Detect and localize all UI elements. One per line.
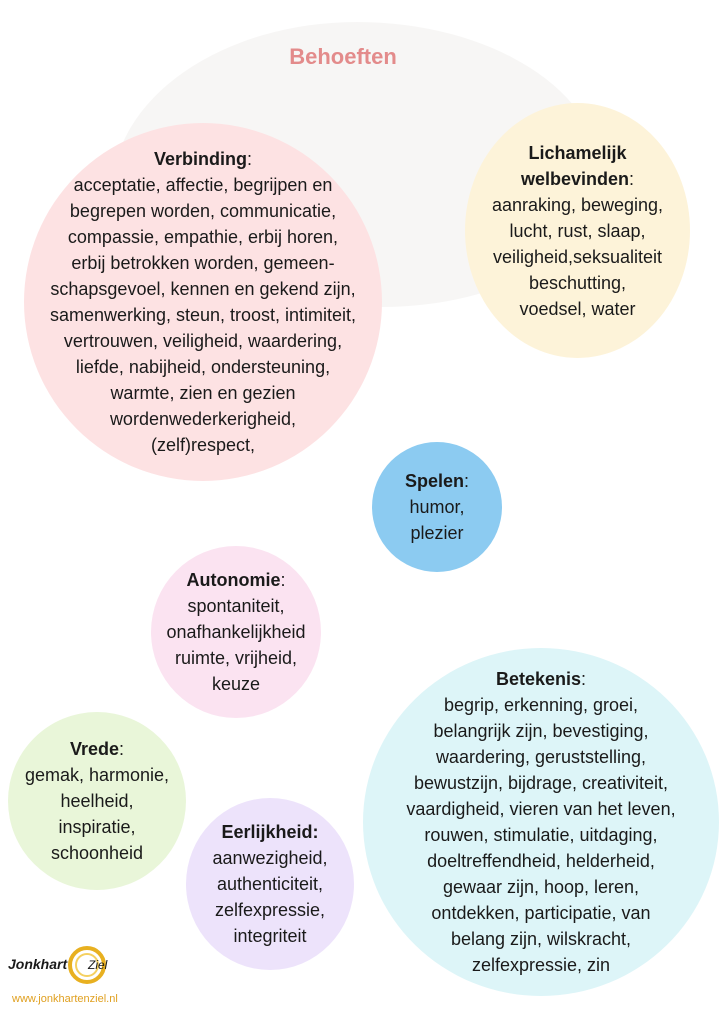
bubble-line: heelheid, bbox=[60, 791, 134, 811]
bubble-heading: Verbinding: bbox=[153, 149, 253, 169]
bubble-line: acceptatie, affectie, begrijpen en bbox=[73, 175, 333, 195]
bubble-lichamelijk-welbevinden bbox=[465, 103, 690, 358]
bubble-heading: welbevinden: bbox=[520, 168, 635, 189]
bubble-line: belangrijk zijn, bevestiging, bbox=[433, 721, 649, 741]
bubble-line: doeltreffendheid, helderheid, bbox=[427, 851, 655, 871]
bubble-eerlijkheid bbox=[186, 798, 354, 970]
bubble-line: voedsel, water bbox=[519, 298, 636, 319]
bubble-vrede bbox=[8, 712, 186, 890]
bubble-line: vertrouwen, veiligheid, waardering, bbox=[63, 331, 343, 351]
bubble-line: (zelf)respect, bbox=[150, 435, 256, 455]
bubble-line: aanraking, beweging, bbox=[491, 194, 664, 215]
bubble-line: authenticiteit, bbox=[216, 874, 324, 894]
bubble-verbinding bbox=[24, 123, 382, 481]
bubble-line: gewaar zijn, hoop, leren, bbox=[442, 877, 640, 897]
page-title: Behoeften bbox=[289, 44, 397, 69]
bubble-line: belang zijn, wilskracht, bbox=[450, 929, 632, 949]
bubble-line: lucht, rust, slaap, bbox=[509, 220, 646, 241]
logo-brand: Jonkhart bbox=[8, 956, 68, 972]
website-link[interactable]: www.jonkhartenziel.nl bbox=[12, 993, 118, 1005]
bubble-line: vaardigheid, vieren van het leven, bbox=[406, 799, 676, 819]
bubble-line: warmte, zien en gezien bbox=[110, 383, 296, 403]
bubble-line: waardering, geruststelling, bbox=[435, 747, 647, 767]
bubble-line: begrepen worden, communicatie, bbox=[69, 201, 337, 221]
bubble-line: plezier bbox=[410, 523, 464, 543]
bubble-heading: Lichamelijk bbox=[528, 142, 627, 163]
bubble-heading: Eerlijkheid: bbox=[221, 822, 319, 842]
bubble-line: wordenwederkerigheid, bbox=[109, 409, 297, 429]
bubble-line: beschutting, bbox=[528, 272, 627, 293]
bubble-line: integriteit bbox=[233, 926, 307, 946]
bubble-betekenis bbox=[363, 648, 719, 996]
bubble-line: onafhankelijkheid bbox=[166, 622, 306, 642]
logo bbox=[8, 944, 138, 988]
bubble-line: begrip, erkenning, groei, bbox=[443, 695, 639, 715]
bubble-line: compassie, empathie, erbij horen, bbox=[67, 227, 339, 247]
bubble-line: samenwerking, steun, troost, intimiteit, bbox=[49, 305, 357, 325]
logo-suffix: Ziel bbox=[88, 958, 108, 972]
bubble-line: zelfexpressie, zin bbox=[471, 955, 611, 975]
bubble-heading: Vrede: bbox=[69, 739, 125, 759]
bubble-line: zelfexpressie, bbox=[214, 900, 326, 920]
bubble-line: rouwen, stimulatie, uitdaging, bbox=[424, 825, 658, 845]
bubble-line: schapsgevoel, kennen en gekend zijn, bbox=[50, 279, 356, 299]
bubble-line: gemak, harmonie, bbox=[24, 765, 170, 785]
bubble-line: aanwezigheid, bbox=[212, 848, 328, 868]
bubble-line: spontaniteit, bbox=[187, 596, 285, 616]
bubble-line: inspiratie, bbox=[58, 817, 136, 837]
bubble-heading: Spelen: bbox=[404, 471, 470, 491]
bubble-spelen bbox=[372, 442, 502, 572]
bubble-line: bewustzijn, bijdrage, creativiteit, bbox=[413, 773, 669, 793]
bubble-heading: Autonomie: bbox=[186, 570, 286, 590]
bubble-line: keuze bbox=[211, 674, 261, 694]
bubble-heading: Betekenis: bbox=[495, 669, 587, 689]
bubble-line: liefde, nabijheid, ondersteuning, bbox=[75, 357, 331, 377]
bubble-line: erbij betrokken worden, gemeen- bbox=[71, 253, 335, 273]
bubble-line: ontdekken, participatie, van bbox=[431, 903, 651, 923]
bubble-line: humor, bbox=[409, 497, 465, 517]
bubble-line: veiligheid,seksualiteit bbox=[492, 246, 663, 267]
bubble-autonomie bbox=[151, 546, 321, 718]
bubble-line: ruimte, vrijheid, bbox=[174, 648, 298, 668]
bubble-line: schoonheid bbox=[50, 843, 144, 863]
